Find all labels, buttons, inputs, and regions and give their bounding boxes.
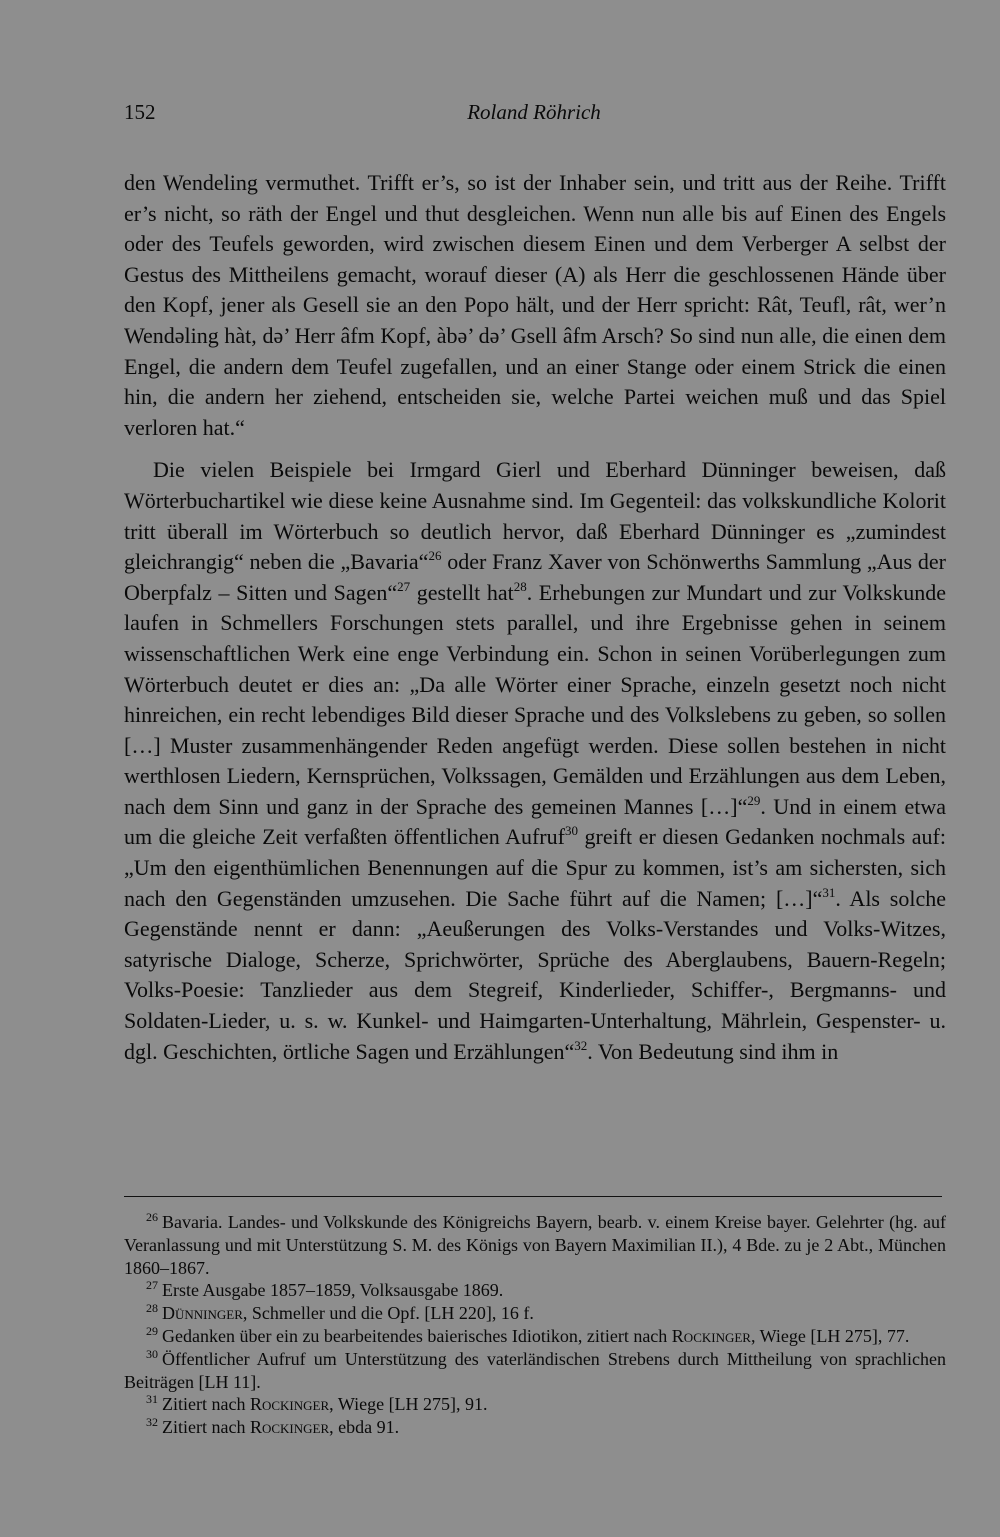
footnote-text: Öffentlicher Aufruf um Unterstützung des vaterländischen Strebens durch Mittheilung von sprachlichen Beiträgen [LH 11]. — [124, 1348, 946, 1392]
text-run: Die vielen Beispiele bei Irmgard Gierl und Eberhard Dünninger beweisen, daß Wörterbuchartikel wie diese keine Ausnahme sind. Im Gegenteil: das volkskundliche Kolorit tritt überall im Wörterbuch so deutlich hervor, daß Eberhard Dünninger es „zumindest gleichrangig“ neben die „Bavaria“ — [124, 457, 946, 575]
footnote-text: , Schmeller und die Opf. [LH 220], 16 f. — [242, 1303, 534, 1324]
footnote-divider — [124, 1196, 942, 1197]
footnote-ref-29[interactable]: 29 — [747, 792, 761, 808]
text-run: gestellt hat — [410, 579, 514, 605]
footnote-30 — [124, 1348, 946, 1394]
footnote-ref-28[interactable]: 28 — [513, 578, 527, 594]
text-run: greift er diesen Gedanken nochmals auf: „Um den eigenthümlichen Benennungen auf die Spur zu kommen, ist’s am sichersten, sich nach den Gegenständen umzusehen. Die Sache führt auf die Namen; […]“ — [124, 824, 946, 911]
text-run: . Erhebungen zur Mundart und zur Volkskunde laufen in Schmellers Forschungen stets parallel, und ihre Ergebnisse gehen in seinem wissenschaftlichen Werk eine enge Verbindung ein. Schon in seinen Vorüberlegungen zum Wörterbuch deutet er dies an: „Da alle Wörter einer Sprache, einzeln gesetzt noch nicht hinreichen, ein recht lebendiges Bild dieser Sprache und des Volkslebens zu geben, so sollen […] Muster zusammenhängender Reden angefügt werden. Diese sollen bestehen in nicht werthlosen Liedern, Kernsprüchen, Volkssagen, Gemälden und Erzählungen aus dem Leben, nach dem Sinn und ganz in der Sprache des gemeinen Mannes […]“ — [124, 579, 946, 819]
text-run: oder Franz Xaver von Schönwerths Sammlung „Aus der Oberpfalz – Sitten und Sagen“ — [124, 549, 946, 605]
footnote-26 — [124, 1211, 946, 1279]
footnote-author: Dünninger — [162, 1303, 243, 1324]
running-head: Roland Röhrich — [467, 100, 601, 124]
footnote-number: 29 — [146, 1323, 158, 1338]
footnote-ref-31[interactable]: 31 — [822, 884, 836, 900]
footnote-text: Gedanken über ein zu bearbeitendes baierisches Idiotikon, zitiert nach — [162, 1325, 672, 1346]
footnotes — [124, 1211, 946, 1439]
footnote-27 — [124, 1279, 946, 1302]
footnote-text: , ebda 91. — [329, 1417, 400, 1438]
footnote-text: Bavaria. Landes- und Volkskunde des Königreichs Bayern, bearb. v. einem Kreise bayer. Gelehrter (hg. auf Veranlassung und mit Unterstützung S. M. des Königs von Bayern Maximilian II.), 4 Bde. zu je 2 Abt., München 1860–1867. — [124, 1212, 946, 1278]
footnote-number: 31 — [146, 1392, 158, 1407]
footnote-author: Rockinger — [249, 1394, 330, 1415]
footnote-number: 26 — [146, 1210, 158, 1224]
footnote-number: 32 — [146, 1415, 158, 1430]
footnote-author: Rockinger — [249, 1417, 330, 1438]
footnote-ref-30[interactable]: 30 — [564, 823, 578, 839]
paragraph-quote-continuation: den Wendeling vermuthet. Trifft er’s, so ist der Inhaber sein, und tritt aus der Reihe. Trifft er’s nicht, so räth der Engel und thut desgleichen. Wenn nun alle bis auf Einen des Engels oder des Teufels geworden, wird zwischen diesem Einen und dem Verberger A selbst der Gestus des Mittheilens gemacht, worauf dieser (A) als Herr die geschlossenen Hände über den Kopf, jener als Gesell sie an den Popo hält, und der Herr spricht: Rât, Teufl, rât, wer’n Wendəling hàt, də’ Herr âfm Kopf, àbə’ də’ Gsell âfm Arsch? So sind nun alle, die einen dem Engel, die andern dem Teufel zugefallen, und an einer Stange oder einem Strick die einen hin, die andern her ziehend, entscheiden sie, welche Partei weichen muß und das Spiel verloren hat.“ — [124, 170, 946, 440]
page-number: 152 — [124, 100, 156, 124]
footnote-number: 27 — [146, 1278, 158, 1293]
footnote-number: 30 — [146, 1346, 158, 1361]
footnote-text: , Wiege [LH 275], 91. — [329, 1394, 488, 1415]
footnote-ref-27[interactable]: 27 — [397, 578, 411, 594]
text-run: . Und in einem etwa um die gleiche Zeit verfaßten öffentlichen Aufruf — [124, 793, 946, 850]
text-run: . Als solche Gegenstände nennt er dann: „Aeußerungen des Volks-Verstandes und Volks-Witzes, satyrische Dialoge, Scherze, Sprichwörter, Sprüche des Aberglaubens, Bauern-Regeln; Volks-Poesie: Tanzlieder aus dem Stegreif, Kinderlieder, Schiffer-, Bergmanns- und Soldaten-Lieder, u. s. w. Kunkel- und Haimgarten-Unterhaltung, Mährlein, Gespenster- u. dgl. Geschichten, örtliche Sagen und Erzählungen“ — [124, 885, 946, 1064]
footnote-31 — [124, 1393, 946, 1416]
footnote-text: , Wiege [LH 275], 77. — [750, 1325, 910, 1346]
footnote-author: Rockinger — [671, 1325, 751, 1346]
main-text — [124, 168, 946, 1067]
footnote-29 — [124, 1325, 946, 1348]
footnote-text: Zitiert nach — [162, 1394, 250, 1415]
footnote-ref-32[interactable]: 32 — [574, 1037, 588, 1053]
footnote-32 — [124, 1416, 946, 1439]
footnote-text: Erste Ausgabe 1857–1859, Volksausgabe 1869. — [162, 1280, 504, 1301]
footnote-number: 28 — [146, 1301, 158, 1316]
text-run: . Von Bedeutung sind ihm in — [587, 1038, 839, 1064]
paragraph-main — [124, 455, 946, 1067]
footnote-text: Zitiert nach — [162, 1417, 250, 1438]
footnote-28 — [124, 1302, 946, 1325]
page-header — [124, 100, 944, 134]
footnote-ref-26[interactable]: 26 — [428, 548, 442, 564]
